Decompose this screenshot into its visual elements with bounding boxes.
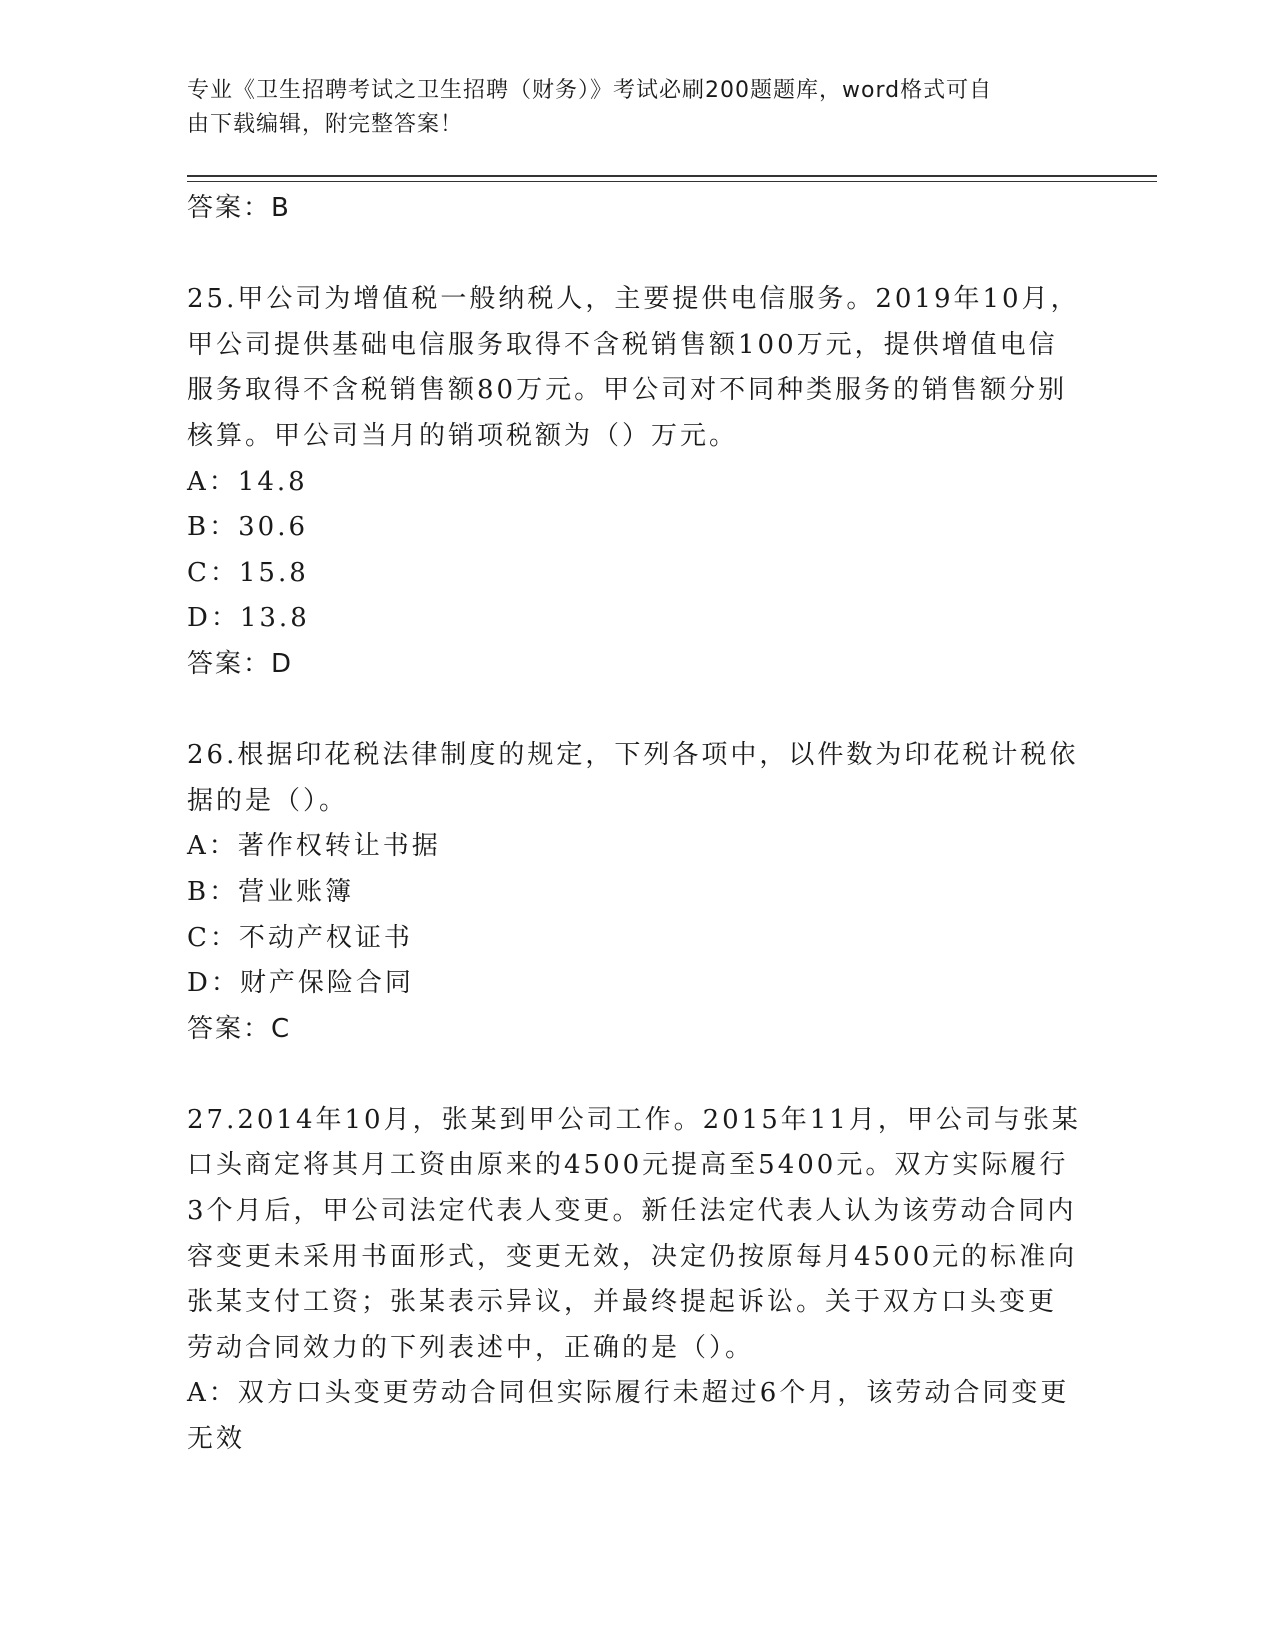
question-text-line: 张某支付工资；张某表示异议，并最终提起诉讼。关于双方口头变更 [187, 1287, 1058, 1318]
document-body [187, 186, 1087, 1463]
question-text-line: 25.甲公司为增值税一般纳税人，主要提供电信服务。2019年10月， [187, 284, 1080, 315]
spacer [187, 1052, 1087, 1098]
option-d: D：财产保险合同 [187, 968, 414, 999]
question-text-line: 甲公司提供基础电信服务取得不含税销售额100万元，提供增值电信 [187, 329, 1058, 360]
option-c: C：不动产权证书 [187, 922, 413, 953]
option-a: A：双方口头变更劳动合同但实际履行未超过6个月，该劳动合同变更 [187, 1378, 1070, 1409]
question-text-line: 容变更未采用书面形式，变更无效，决定仍按原每月4500元的标准向 [187, 1241, 1078, 1272]
question-text-line: 3个月后，甲公司法定代表人变更。新任法定代表人认为该劳动合同内 [187, 1196, 1077, 1227]
question-text-line: 26.根据印花税法律制度的规定，下列各项中，以件数为印花税计税依 [187, 740, 1079, 771]
header-rule-thin [187, 181, 1157, 182]
header-line-1: 专业《卫生招聘考试之卫生招聘（财务）》考试必刷200题题库，word格式可自 [187, 78, 993, 103]
answer: 答案：C [187, 1013, 292, 1044]
document-header [187, 74, 1067, 142]
option-c: C：15.8 [187, 557, 309, 588]
question-25 [187, 277, 1087, 687]
question-text-line: 据的是（）。 [187, 785, 349, 816]
question-27 [187, 1098, 1087, 1463]
question-text-line: 服务取得不含税销售额80万元。甲公司对不同种类服务的销售额分别 [187, 375, 1068, 406]
option-b: B：营业账簿 [187, 876, 355, 907]
option-b: B：30.6 [187, 512, 308, 543]
question-text-line: 27.2014年10月，张某到甲公司工作。2015年11月，甲公司与张某 [187, 1104, 1081, 1135]
question-text-line: 口头商定将其月工资由原来的4500元提高至5400元。双方实际履行 [187, 1150, 1069, 1181]
option-a: A：14.8 [187, 466, 308, 497]
header-line-2: 由下载编辑，附完整答案！ [187, 112, 464, 137]
header-rule-thick [187, 175, 1157, 177]
question-text-line: 核算。甲公司当月的销项税额为（）万元。 [187, 420, 739, 451]
question-text-line: 劳动合同效力的下列表述中，正确的是（）。 [187, 1332, 755, 1363]
spacer [187, 232, 1087, 278]
question-26 [187, 733, 1087, 1052]
option-a-continued: 无效 [187, 1424, 246, 1455]
option-d: D：13.8 [187, 603, 310, 634]
option-a: A：著作权转让书据 [187, 831, 441, 862]
prev-answer: 答案：B [187, 193, 291, 223]
spacer [187, 688, 1087, 734]
answer: 答案：D [187, 648, 294, 679]
